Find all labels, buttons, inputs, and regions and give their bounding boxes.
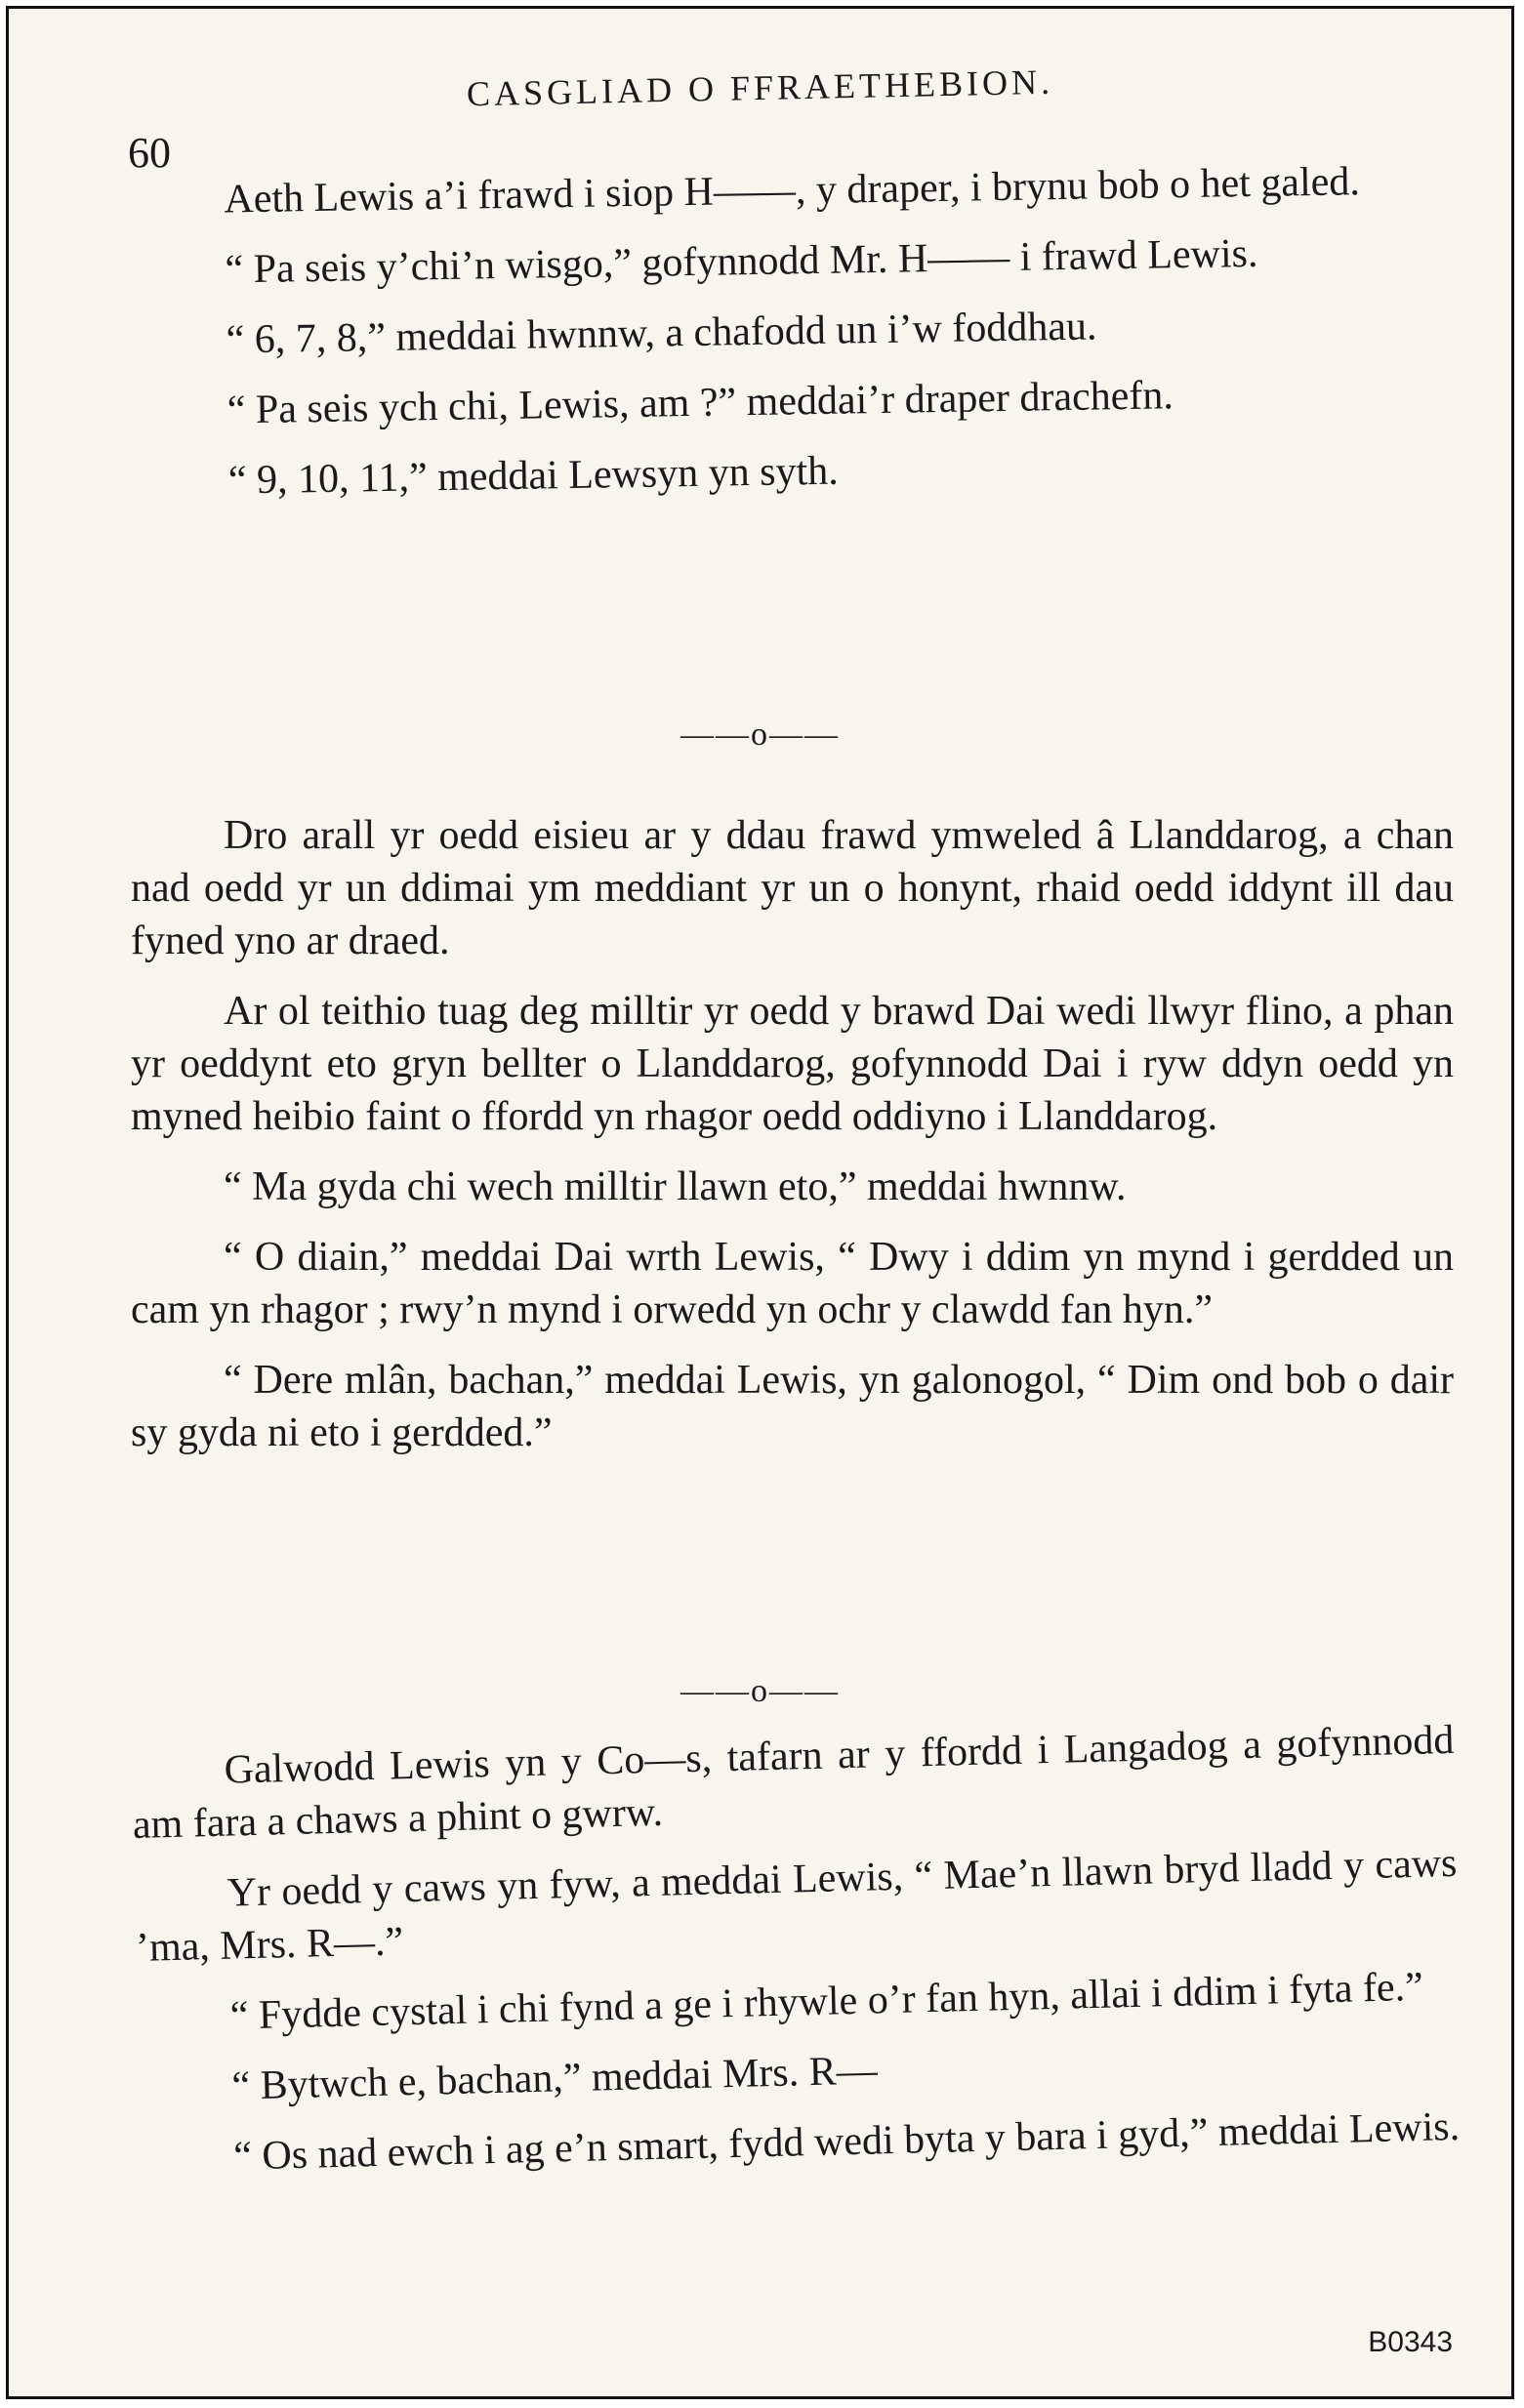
paragraph: “ 9, 10, 11,” meddai Lewsyn yn syth. [227, 448, 840, 504]
page-frame [6, 6, 1514, 2399]
paragraph: Galwodd Lewis yn y Co—s, tafarn ar y ffordd i Langadog a gofynnodd am fara a chaws a phint o gwrw. [132, 1717, 1455, 1848]
paragraph: Aeth Lewis a’i frawd i siop H——, y draper, i brynu bob o het galed. [224, 159, 1361, 223]
paragraph: “ Fydde cystal i chi fynd a ge i rhywle o’r fan hyn, allai i ddim i fyta fe.” [229, 1964, 1424, 2039]
paragraph: Ar ol teithio tuag deg milltir yr oedd y brawd Dai wedi llwyr flino, a phan yr oeddynt eto gryn bellter o Llanddarog, gofynnodd Dai i ryw ddyn oedd yn myned heibio faint o ffordd yn rhagor oedd oddiyno i Llanddarog. [131, 989, 1454, 1139]
paragraph: “ 6, 7, 8,” meddai hwnnw, a chafodd un i’w foddhau. [226, 304, 1097, 363]
running-title: CASGLIAD O FFRAETHEBION. [466, 61, 1054, 114]
paragraph: Dro arall yr oedd eisieu ar y ddau frawd ymweled â Llanddarog, a chan nad oedd yr un ddimai ym meddiant yr un o honynt, rhaid oedd iddynt ill dau fyned yno ar draed. [131, 813, 1454, 963]
paragraph: “ O diain,” meddai Dai wrth Lewis, “ Dwy i ddim yn mynd i gerdded un cam yn rhagor ; rwy’n mynd i orwedd yn ochr y clawdd fan hyn.” [131, 1235, 1454, 1332]
paragraph: “ Pa seis ych chi, Lewis, am ?” meddai’r draper drachefn. [227, 373, 1174, 433]
paragraph: “ Bytwch e, bachan,” meddai Mrs. R— [230, 2048, 879, 2109]
archive-code: B0343 [1368, 2326, 1453, 2358]
page-number: 60 [128, 129, 171, 177]
paragraph: “ Dere mlân, bachan,” meddai Lewis, yn galonogol, “ Dim ond bob o dair sy gyda ni eto i gerdded.” [131, 1358, 1454, 1455]
paragraph: “ Pa seis y’chi’n wisgo,” gofynnodd Mr. H—— i frawd Lewis. [225, 230, 1258, 293]
anecdote-llanddarog [131, 809, 1454, 1477]
section-separator: ——o—— [680, 716, 840, 753]
anecdote-hat-sizes [131, 154, 1459, 526]
paragraph: “ Ma gyda chi wech milltir llawn eto,” meddai hwnnw. [224, 1164, 1127, 1209]
section-separator: ——o—— [680, 1673, 840, 1709]
paragraph: Yr oedd y caws yn fyw, a meddai Lewis, “ Mae’n llawn bryd lladd y caws ’ma, Mrs. R—.” [135, 1840, 1458, 1971]
anecdote-cheese [131, 1714, 1464, 2203]
paragraph: “ Os nad ewch i ag e’n smart, fydd wedi byta y bara i gyd,” meddai Lewis. [232, 2103, 1461, 2180]
